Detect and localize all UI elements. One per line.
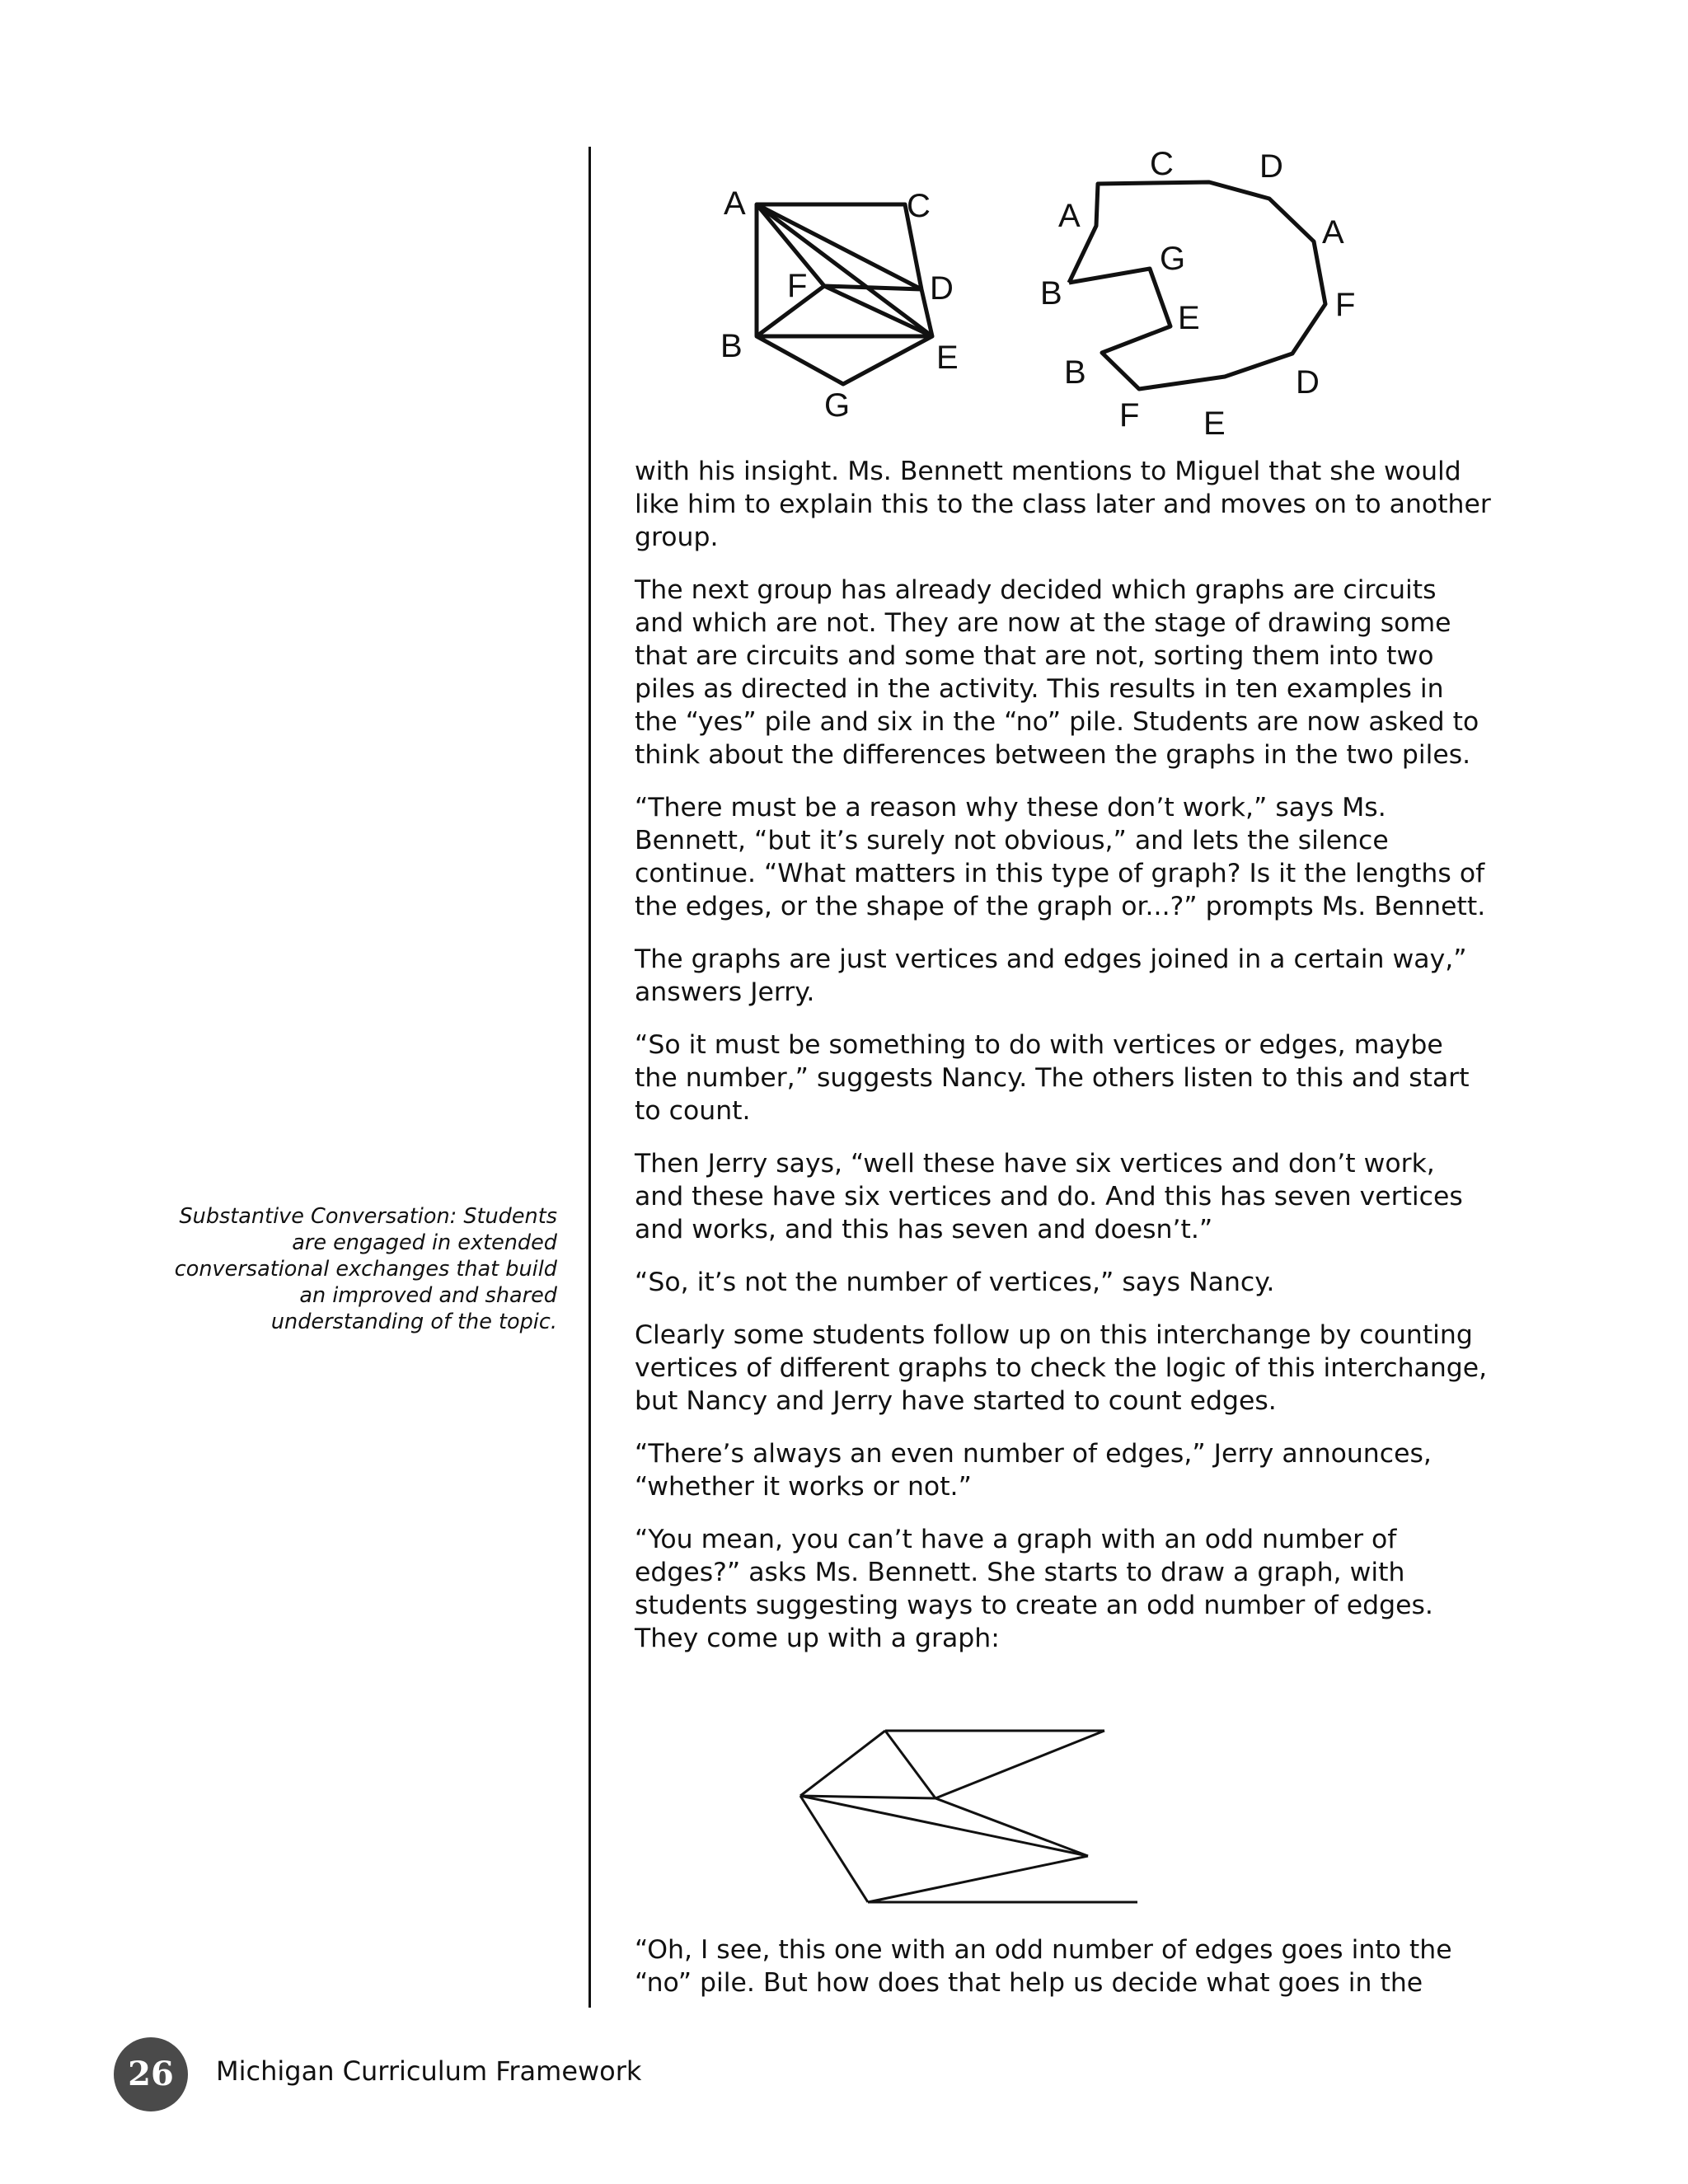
vertex-label: F <box>787 268 808 304</box>
paragraph: “So, it’s not the number of vertices,” says Nancy. <box>635 1268 1275 1297</box>
vertex-label: E <box>1178 300 1200 336</box>
vertex-label: D <box>1296 364 1320 401</box>
vertex-label: E <box>1203 405 1226 442</box>
vertex-label: B <box>720 328 743 364</box>
vertex-label: B <box>1064 354 1086 391</box>
paragraph: with his insight. Ms. Bennett mentions to Miguel that she would like him to explain this to the class later and moves on to another group. <box>635 457 1491 552</box>
graph-figures-top <box>709 136 1533 457</box>
paragraph: “So it must be something to do with vertices or edges, maybe the number,” suggests Nancy. The others listen to this and start to count. <box>635 1030 1470 1126</box>
vertex-label: G <box>1160 241 1186 277</box>
vertex-label: A <box>1058 198 1081 234</box>
vertex-label: F <box>1335 287 1356 323</box>
page-number-badge: 26 <box>114 2037 188 2111</box>
vertex-label: D <box>930 270 954 307</box>
paragraph: The graphs are just vertices and edges joined in a certain way,” answers Jerry. <box>635 944 1467 1007</box>
graph-left <box>757 204 932 384</box>
graph-right-path <box>1069 182 1325 389</box>
body-text-column <box>635 455 1492 1998</box>
vertex-label: C <box>907 188 931 224</box>
paragraph: “There must be a reason why these don’t work,” says Ms. Bennett, “but it’s surely not obvious,” and lets the silence continue. “What matters in this type of graph? Is it the lengths of the edges, or the shape of the graph or...?” prompts Ms. Bennett. <box>635 793 1486 921</box>
paragraph: “There’s always an even number of edges,” Jerry announces, “whether it works or not.” <box>635 1439 1432 1502</box>
paragraph: Clearly some students follow up on this interchange by counting vertices of different graphs to check the logic of this interchange, but Nancy and Jerry have started to count edges. <box>635 1320 1488 1416</box>
paragraph: The next group has already decided which graphs are circuits and which are not. They are now at the stage of drawing some that are circuits and some that are not, sorting them into two piles as directed in the activity. This results in ten examples in the “yes” pile and six in the “no” pile. Students are now asked to think about the differences between the graphs in the two piles. <box>635 575 1479 770</box>
vertex-label: F <box>1119 397 1140 434</box>
vertex-label: E <box>936 340 959 376</box>
margin-note: Substantive Conversation: Students are engaged in extended conversational exchanges that build an improved and shared understanding of the topic. <box>174 1204 557 1334</box>
column-divider <box>588 147 591 2008</box>
paragraph: Then Jerry says, “well these have six vertices and don’t work, and these have six vertices and do. And this has seven vertices and works, and this has seven and doesn’t.” <box>635 1149 1463 1244</box>
paragraph: “You mean, you can’t have a graph with an odd number of edges?” asks Ms. Bennett. She starts to draw a graph, with students suggesting ways to create an odd number of edges. They come up with a graph: <box>635 1525 1433 1653</box>
graph-figure-bottom <box>787 1718 1158 1912</box>
vertex-label: G <box>824 387 851 424</box>
vertex-label: C <box>1150 146 1174 182</box>
footer-title: Michigan Curriculum Framework <box>216 2055 642 2087</box>
vertex-label: D <box>1259 148 1283 185</box>
vertex-label: A <box>724 185 746 222</box>
vertex-label: A <box>1322 214 1344 251</box>
paragraph: “Oh, I see, this one with an odd number of edges goes into the “no” pile. But how does that help us decide what goes in the <box>635 1935 1452 1998</box>
graph-right-labels <box>1040 146 1355 442</box>
vertex-label: B <box>1040 275 1062 312</box>
